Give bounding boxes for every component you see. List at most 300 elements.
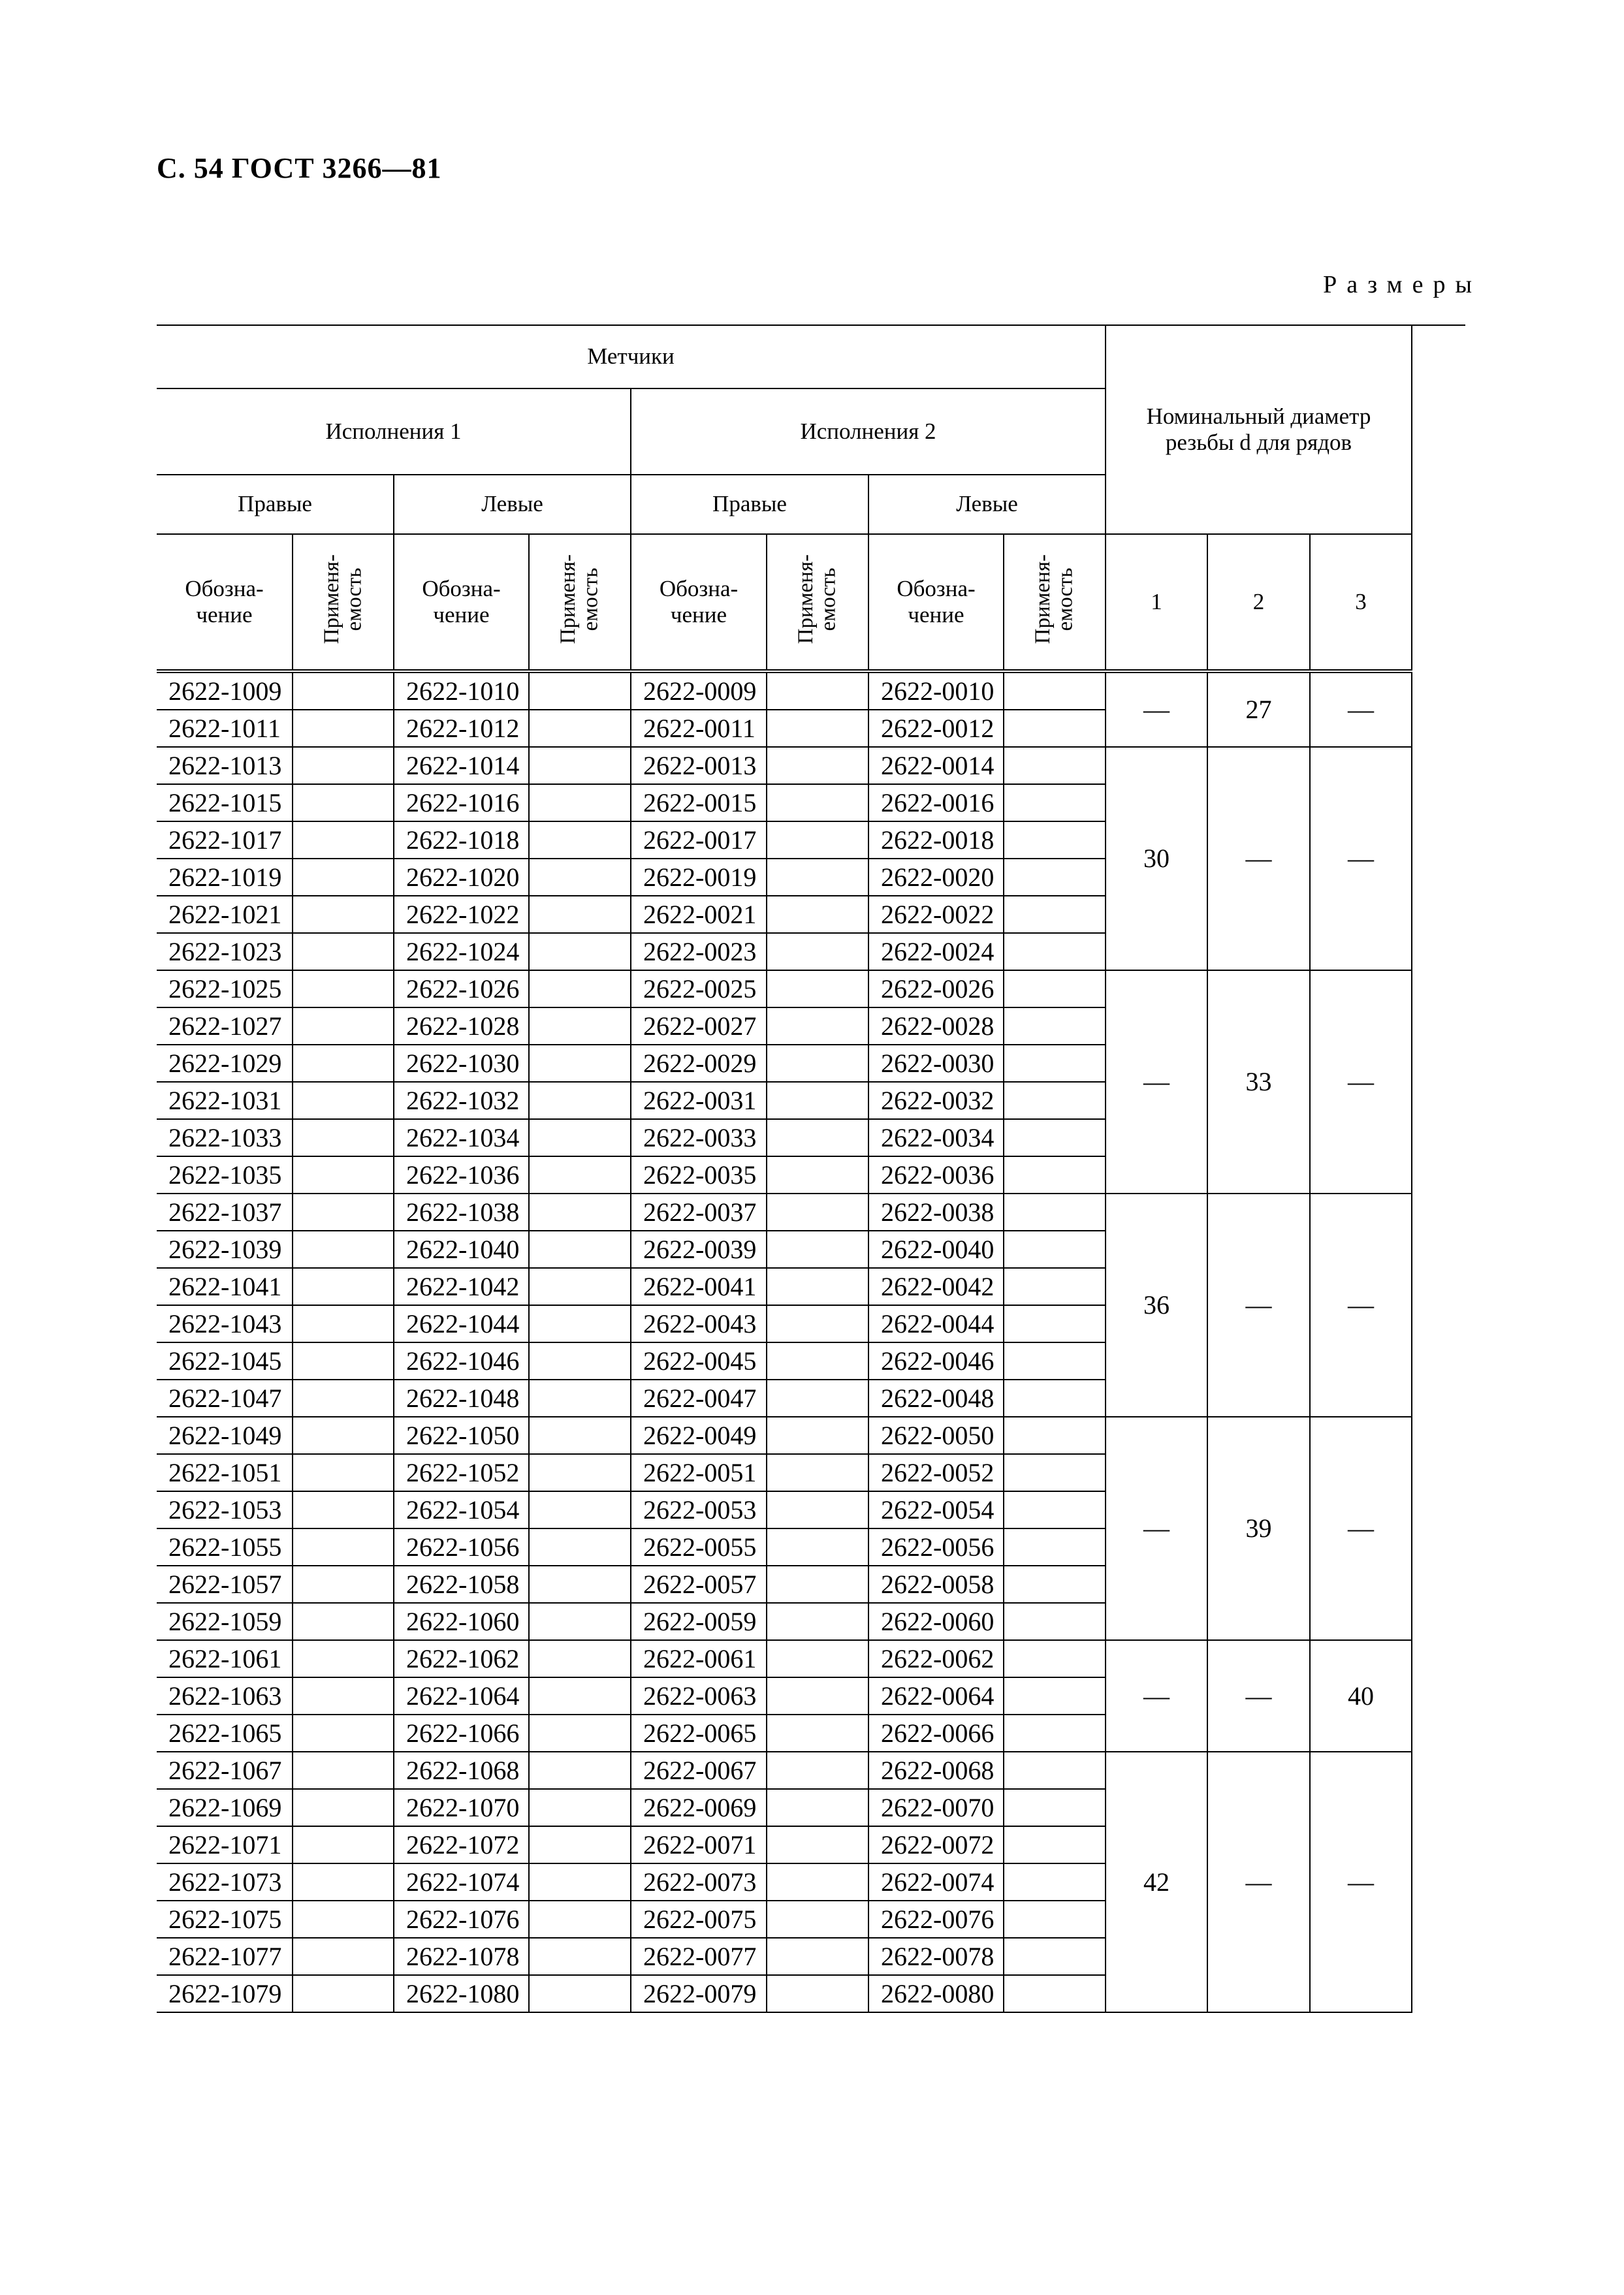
applicability-cell [529, 1863, 631, 1901]
table-row [157, 747, 1465, 784]
applicability-cell [1004, 1156, 1106, 1194]
applicability-cell [767, 970, 868, 1007]
table-row [157, 1194, 1465, 1231]
diameter-series-3-cell: 40 [1310, 1640, 1412, 1752]
designation-cell: 2622-0047 [631, 1380, 767, 1417]
designation-cell: 2622-1011 [157, 710, 293, 747]
applicability-cell [293, 1491, 394, 1528]
applicability-cell [529, 1715, 631, 1752]
designation-cell: 2622-0036 [868, 1156, 1004, 1194]
designation-cell: 2622-0051 [631, 1454, 767, 1491]
diameter-series-2-cell: — [1207, 1752, 1310, 2012]
applicability-cell [1004, 970, 1106, 1007]
designation-cell: 2622-1063 [157, 1677, 293, 1715]
applicability-cell [293, 896, 394, 933]
designation-cell: 2622-1015 [157, 784, 293, 821]
v2-left-header: Левые [868, 475, 1106, 534]
applicability-cell [767, 1417, 868, 1454]
designation-cell: 2622-0076 [868, 1901, 1004, 1938]
applicability-cell [1004, 1119, 1106, 1156]
applicability-cell [293, 933, 394, 970]
applicability-cell [293, 1045, 394, 1082]
applicability-cell [767, 933, 868, 970]
designation-cell: 2622-0014 [868, 747, 1004, 784]
applicability-cell [1004, 1380, 1106, 1417]
designation-cell: 2622-0039 [631, 1231, 767, 1268]
applicability-cell [767, 1454, 868, 1491]
applicability-cell [529, 784, 631, 821]
applicability-cell [529, 1640, 631, 1677]
designation-cell: 2622-0042 [868, 1268, 1004, 1305]
applicability-cell [1004, 1417, 1106, 1454]
designation-cell: 2622-0072 [868, 1826, 1004, 1863]
designation-cell: 2622-0018 [868, 821, 1004, 859]
designation-cell: 2622-1031 [157, 1082, 293, 1119]
designation-cell: 2622-0045 [631, 1342, 767, 1380]
applicability-cell [529, 1491, 631, 1528]
applicability-cell [767, 1863, 868, 1901]
applicability-cell [529, 859, 631, 896]
designation-cell: 2622-1029 [157, 1045, 293, 1082]
applicability-cell [529, 1528, 631, 1566]
designation-cell: 2622-1021 [157, 896, 293, 933]
nominal-diameter-label: Номинальный диаметр резьбы d для рядов [1146, 403, 1371, 455]
designation-cell: 2622-0054 [868, 1491, 1004, 1528]
designation-cell: 2622-1064 [394, 1677, 529, 1715]
diameter-series-1-cell: — [1106, 1417, 1207, 1640]
applicability-cell [1004, 1082, 1106, 1119]
applicability-cell [529, 1752, 631, 1789]
applicability-cell [529, 1901, 631, 1938]
designation-cell: 2622-0016 [868, 784, 1004, 821]
applicability-cell [293, 1380, 394, 1417]
designation-cell: 2622-1057 [157, 1566, 293, 1603]
applicability-cell [767, 747, 868, 784]
designation-cell: 2622-0011 [631, 710, 767, 747]
designation-cell: 2622-1053 [157, 1491, 293, 1528]
designation-cell: 2622-1036 [394, 1156, 529, 1194]
designation-cell: 2622-0074 [868, 1863, 1004, 1901]
applicability-cell [529, 1677, 631, 1715]
applicability-cell [1004, 1640, 1106, 1677]
designation-cell: 2622-1012 [394, 710, 529, 747]
designation-cell: 2622-1017 [157, 821, 293, 859]
applicability-cell [293, 1194, 394, 1231]
designation-cell: 2622-1056 [394, 1528, 529, 1566]
applicability-cell [529, 1305, 631, 1342]
applicability-cell [293, 1901, 394, 1938]
designation-cell: 2622-1034 [394, 1119, 529, 1156]
applicability-cell [293, 1417, 394, 1454]
designation-cell: 2622-1054 [394, 1491, 529, 1528]
designation-cell: 2622-0031 [631, 1082, 767, 1119]
blank-extra-column-body [1412, 671, 1465, 2012]
applicability-cell [1004, 1677, 1106, 1715]
applicability-cell [767, 1640, 868, 1677]
designation-cell: 2622-0033 [631, 1119, 767, 1156]
applicability-cell [529, 1454, 631, 1491]
applicability-cell [1004, 1342, 1106, 1380]
designation-cell: 2622-1037 [157, 1194, 293, 1231]
designation-cell: 2622-1060 [394, 1603, 529, 1640]
v1-right-header: Правые [157, 475, 394, 534]
designation-cell: 2622-1075 [157, 1901, 293, 1938]
applicability-cell [529, 1789, 631, 1826]
applicability-cell [293, 1975, 394, 2012]
designation-cell: 2622-1023 [157, 933, 293, 970]
applicability-cell [767, 1603, 868, 1640]
diameter-series-2-cell: 33 [1207, 970, 1310, 1194]
designation-cell: 2622-0023 [631, 933, 767, 970]
applicability-cell [529, 1342, 631, 1380]
applicability-cell [1004, 1194, 1106, 1231]
applicability-cell [529, 1082, 631, 1119]
designation-cell: 2622-1027 [157, 1007, 293, 1045]
diameter-series-2-cell: 39 [1207, 1417, 1310, 1640]
diameter-series-1-cell: — [1106, 970, 1207, 1194]
applicability-cell [1004, 1901, 1106, 1938]
designation-cell: 2622-1039 [157, 1231, 293, 1268]
designation-cell: 2622-1019 [157, 859, 293, 896]
designation-cell: 2622-0079 [631, 1975, 767, 2012]
applicability-cell [529, 1268, 631, 1305]
applicability-cell [293, 1566, 394, 1603]
applicability-cell [767, 896, 868, 933]
designation-cell: 2622-1041 [157, 1268, 293, 1305]
applicability-cell [529, 821, 631, 859]
designation-cell: 2622-1020 [394, 859, 529, 896]
applicability-cell [1004, 1528, 1106, 1566]
applicability-cell [293, 1715, 394, 1752]
applicability-cell [529, 1417, 631, 1454]
designation-cell: 2622-1073 [157, 1863, 293, 1901]
designation-cell: 2622-0049 [631, 1417, 767, 1454]
applicability-cell [293, 784, 394, 821]
table-row [157, 1417, 1465, 1454]
designation-cell: 2622-0043 [631, 1305, 767, 1342]
designation-cell: 2622-0070 [868, 1789, 1004, 1826]
series-3-header: 3 [1310, 534, 1412, 671]
applicability-cell [293, 1938, 394, 1975]
designation-cell: 2622-0030 [868, 1045, 1004, 1082]
designation-cell: 2622-0055 [631, 1528, 767, 1566]
sizes-label: Размеры [1323, 271, 1482, 298]
diameter-series-3-cell: — [1310, 970, 1412, 1194]
applicability-cell [529, 1119, 631, 1156]
designation-cell: 2622-1030 [394, 1045, 529, 1082]
designation-header: Обозна- чение [394, 534, 529, 671]
designation-cell: 2622-1062 [394, 1640, 529, 1677]
series-1-header: 1 [1106, 534, 1207, 671]
designation-cell: 2622-1072 [394, 1826, 529, 1863]
v1-left-header: Левые [394, 475, 631, 534]
designation-cell: 2622-0013 [631, 747, 767, 784]
applicability-cell [293, 1677, 394, 1715]
applicability-cell [1004, 1863, 1106, 1901]
applicability-cell [293, 1863, 394, 1901]
applicability-cell [293, 671, 394, 710]
applicability-cell [1004, 1231, 1106, 1268]
applicability-cell [767, 671, 868, 710]
table-row [157, 671, 1465, 710]
designation-cell: 2622-0066 [868, 1715, 1004, 1752]
applicability-cell [1004, 1305, 1106, 1342]
designation-cell: 2622-1042 [394, 1268, 529, 1305]
applicability-cell [767, 1305, 868, 1342]
designation-cell: 2622-0052 [868, 1454, 1004, 1491]
applicability-cell [1004, 1045, 1106, 1082]
applicability-cell [529, 1938, 631, 1975]
designation-cell: 2622-1043 [157, 1305, 293, 1342]
applicability-cell [1004, 933, 1106, 970]
applicability-cell [293, 1528, 394, 1566]
designation-cell: 2622-1080 [394, 1975, 529, 2012]
applicability-cell [293, 859, 394, 896]
designation-cell: 2622-0062 [868, 1640, 1004, 1677]
applicability-cell [529, 1007, 631, 1045]
applicability-cell [1004, 1454, 1106, 1491]
applicability-cell [529, 747, 631, 784]
designation-cell: 2622-1066 [394, 1715, 529, 1752]
diameter-series-2-cell: — [1207, 747, 1310, 970]
designation-cell: 2622-0057 [631, 1566, 767, 1603]
diameter-series-3-cell: — [1310, 747, 1412, 970]
applicability-cell [293, 1603, 394, 1640]
designation-cell: 2622-1022 [394, 896, 529, 933]
designation-cell: 2622-0010 [868, 671, 1004, 710]
diameter-series-1-cell: 36 [1106, 1194, 1207, 1417]
applicability-cell [1004, 1715, 1106, 1752]
designation-cell: 2622-1076 [394, 1901, 529, 1938]
applicability-header: Применя- емость [529, 534, 631, 671]
diameter-series-3-cell: — [1310, 1194, 1412, 1417]
table-row [157, 1640, 1465, 1677]
table-row [157, 970, 1465, 1007]
applicability-cell [293, 1156, 394, 1194]
designation-cell: 2622-0027 [631, 1007, 767, 1045]
designation-cell: 2622-1050 [394, 1417, 529, 1454]
designation-cell: 2622-1070 [394, 1789, 529, 1826]
designation-cell: 2622-0046 [868, 1342, 1004, 1380]
applicability-cell [529, 1194, 631, 1231]
applicability-cell [767, 859, 868, 896]
applicability-cell [1004, 1789, 1106, 1826]
applicability-cell [1004, 1826, 1106, 1863]
table-body [157, 671, 1465, 2012]
applicability-cell [529, 710, 631, 747]
applicability-cell [1004, 1603, 1106, 1640]
applicability-cell [1004, 859, 1106, 896]
applicability-cell [293, 747, 394, 784]
designation-cell: 2622-1069 [157, 1789, 293, 1826]
designation-cell: 2622-1009 [157, 671, 293, 710]
applicability-cell [529, 1045, 631, 1082]
applicability-cell [767, 1752, 868, 1789]
designation-cell: 2622-0058 [868, 1566, 1004, 1603]
designation-cell: 2622-0021 [631, 896, 767, 933]
applicability-cell [293, 1826, 394, 1863]
designation-cell: 2622-1065 [157, 1715, 293, 1752]
applicability-cell [767, 1566, 868, 1603]
applicability-cell [293, 1342, 394, 1380]
applicability-cell [767, 1715, 868, 1752]
designation-cell: 2622-0017 [631, 821, 767, 859]
designation-cell: 2622-0053 [631, 1491, 767, 1528]
designation-cell: 2622-0009 [631, 671, 767, 710]
applicability-cell [767, 784, 868, 821]
diameter-series-2-cell: — [1207, 1194, 1310, 1417]
designation-cell: 2622-0040 [868, 1231, 1004, 1268]
designation-cell: 2622-1047 [157, 1380, 293, 1417]
designation-cell: 2622-1051 [157, 1454, 293, 1491]
applicability-cell [767, 1194, 868, 1231]
diameter-series-3-cell: — [1310, 1752, 1412, 2012]
v2-right-header: Правые [631, 475, 868, 534]
applicability-cell [767, 1007, 868, 1045]
designation-cell: 2622-0071 [631, 1826, 767, 1863]
taps-header: Метчики [157, 325, 1106, 388]
applicability-cell [1004, 784, 1106, 821]
diameter-series-3-cell: — [1310, 671, 1412, 747]
designation-cell: 2622-1077 [157, 1938, 293, 1975]
designation-cell: 2622-1071 [157, 1826, 293, 1863]
designation-cell: 2622-0067 [631, 1752, 767, 1789]
designation-cell: 2622-0034 [868, 1119, 1004, 1156]
specification-table [157, 324, 1465, 2013]
designation-cell: 2622-0038 [868, 1194, 1004, 1231]
applicability-cell [1004, 1491, 1106, 1528]
applicability-cell [293, 1305, 394, 1342]
nominal-diameter-header [1106, 325, 1412, 534]
applicability-cell [529, 1156, 631, 1194]
applicability-cell [767, 1528, 868, 1566]
applicability-cell [767, 1156, 868, 1194]
designation-cell: 2622-0044 [868, 1305, 1004, 1342]
applicability-cell [293, 1119, 394, 1156]
applicability-cell [293, 1268, 394, 1305]
applicability-cell [293, 1454, 394, 1491]
applicability-cell [1004, 747, 1106, 784]
designation-cell: 2622-0019 [631, 859, 767, 896]
designation-cell: 2622-1046 [394, 1342, 529, 1380]
applicability-cell [293, 821, 394, 859]
applicability-cell [529, 1826, 631, 1863]
applicability-cell [1004, 896, 1106, 933]
applicability-cell [293, 1640, 394, 1677]
applicability-cell [293, 1231, 394, 1268]
designation-cell: 2622-1033 [157, 1119, 293, 1156]
applicability-cell [767, 1082, 868, 1119]
applicability-cell [1004, 710, 1106, 747]
applicability-cell [767, 1380, 868, 1417]
designation-cell: 2622-0069 [631, 1789, 767, 1826]
designation-cell: 2622-0026 [868, 970, 1004, 1007]
applicability-cell [529, 1231, 631, 1268]
applicability-cell [293, 970, 394, 1007]
designation-cell: 2622-0015 [631, 784, 767, 821]
page-header: С. 54 ГОСТ 3266—81 [157, 152, 442, 184]
applicability-cell [767, 1119, 868, 1156]
diameter-series-2-cell: 27 [1207, 671, 1310, 747]
designation-cell: 2622-0056 [868, 1528, 1004, 1566]
diameter-series-1-cell: 30 [1106, 747, 1207, 970]
applicability-cell [767, 710, 868, 747]
applicability-cell [1004, 1007, 1106, 1045]
blank-extra-column [1412, 325, 1465, 671]
designation-cell: 2622-1048 [394, 1380, 529, 1417]
designation-cell: 2622-0048 [868, 1380, 1004, 1417]
designation-cell: 2622-1055 [157, 1528, 293, 1566]
designation-cell: 2622-1018 [394, 821, 529, 859]
designation-cell: 2622-0073 [631, 1863, 767, 1901]
applicability-cell [529, 1566, 631, 1603]
designation-cell: 2622-1010 [394, 671, 529, 710]
applicability-cell [767, 1231, 868, 1268]
designation-cell: 2622-0080 [868, 1975, 1004, 2012]
diameter-series-2-cell: — [1207, 1640, 1310, 1752]
applicability-header: Применя- емость [293, 534, 394, 671]
designation-cell: 2622-0075 [631, 1901, 767, 1938]
applicability-cell [293, 1752, 394, 1789]
designation-cell: 2622-1014 [394, 747, 529, 784]
designation-cell: 2622-0077 [631, 1938, 767, 1975]
designation-header: Обозна- чение [157, 534, 293, 671]
applicability-cell [293, 1082, 394, 1119]
applicability-cell [1004, 1938, 1106, 1975]
designation-cell: 2622-0029 [631, 1045, 767, 1082]
designation-cell: 2622-1061 [157, 1640, 293, 1677]
designation-cell: 2622-1035 [157, 1156, 293, 1194]
designation-cell: 2622-0037 [631, 1194, 767, 1231]
applicability-cell [767, 1268, 868, 1305]
designation-cell: 2622-1016 [394, 784, 529, 821]
designation-cell: 2622-0078 [868, 1938, 1004, 1975]
table-row [157, 1752, 1465, 1789]
applicability-cell [293, 1007, 394, 1045]
applicability-cell [529, 1603, 631, 1640]
applicability-header: Применя- емость [1004, 534, 1106, 671]
designation-cell: 2622-0059 [631, 1603, 767, 1640]
applicability-cell [529, 970, 631, 1007]
designation-cell: 2622-0024 [868, 933, 1004, 970]
applicability-cell [767, 1789, 868, 1826]
applicability-cell [1004, 1752, 1106, 1789]
applicability-cell [529, 896, 631, 933]
designation-cell: 2622-0068 [868, 1752, 1004, 1789]
designation-cell: 2622-0060 [868, 1603, 1004, 1640]
designation-cell: 2622-1044 [394, 1305, 529, 1342]
designation-cell: 2622-1058 [394, 1566, 529, 1603]
designation-cell: 2622-0063 [631, 1677, 767, 1715]
designation-cell: 2622-0061 [631, 1640, 767, 1677]
version2-header: Исполнения 2 [631, 388, 1106, 475]
designation-cell: 2622-0065 [631, 1715, 767, 1752]
applicability-cell [767, 1826, 868, 1863]
designation-cell: 2622-1074 [394, 1863, 529, 1901]
designation-cell: 2622-1026 [394, 970, 529, 1007]
designation-cell: 2622-0020 [868, 859, 1004, 896]
designation-cell: 2622-1078 [394, 1938, 529, 1975]
designation-cell: 2622-1068 [394, 1752, 529, 1789]
designation-cell: 2622-0050 [868, 1417, 1004, 1454]
designation-cell: 2622-1052 [394, 1454, 529, 1491]
applicability-cell [767, 1677, 868, 1715]
applicability-cell [529, 933, 631, 970]
designation-cell: 2622-1045 [157, 1342, 293, 1380]
applicability-cell [767, 1975, 868, 2012]
designation-cell: 2622-1067 [157, 1752, 293, 1789]
diameter-series-1-cell: 42 [1106, 1752, 1207, 2012]
